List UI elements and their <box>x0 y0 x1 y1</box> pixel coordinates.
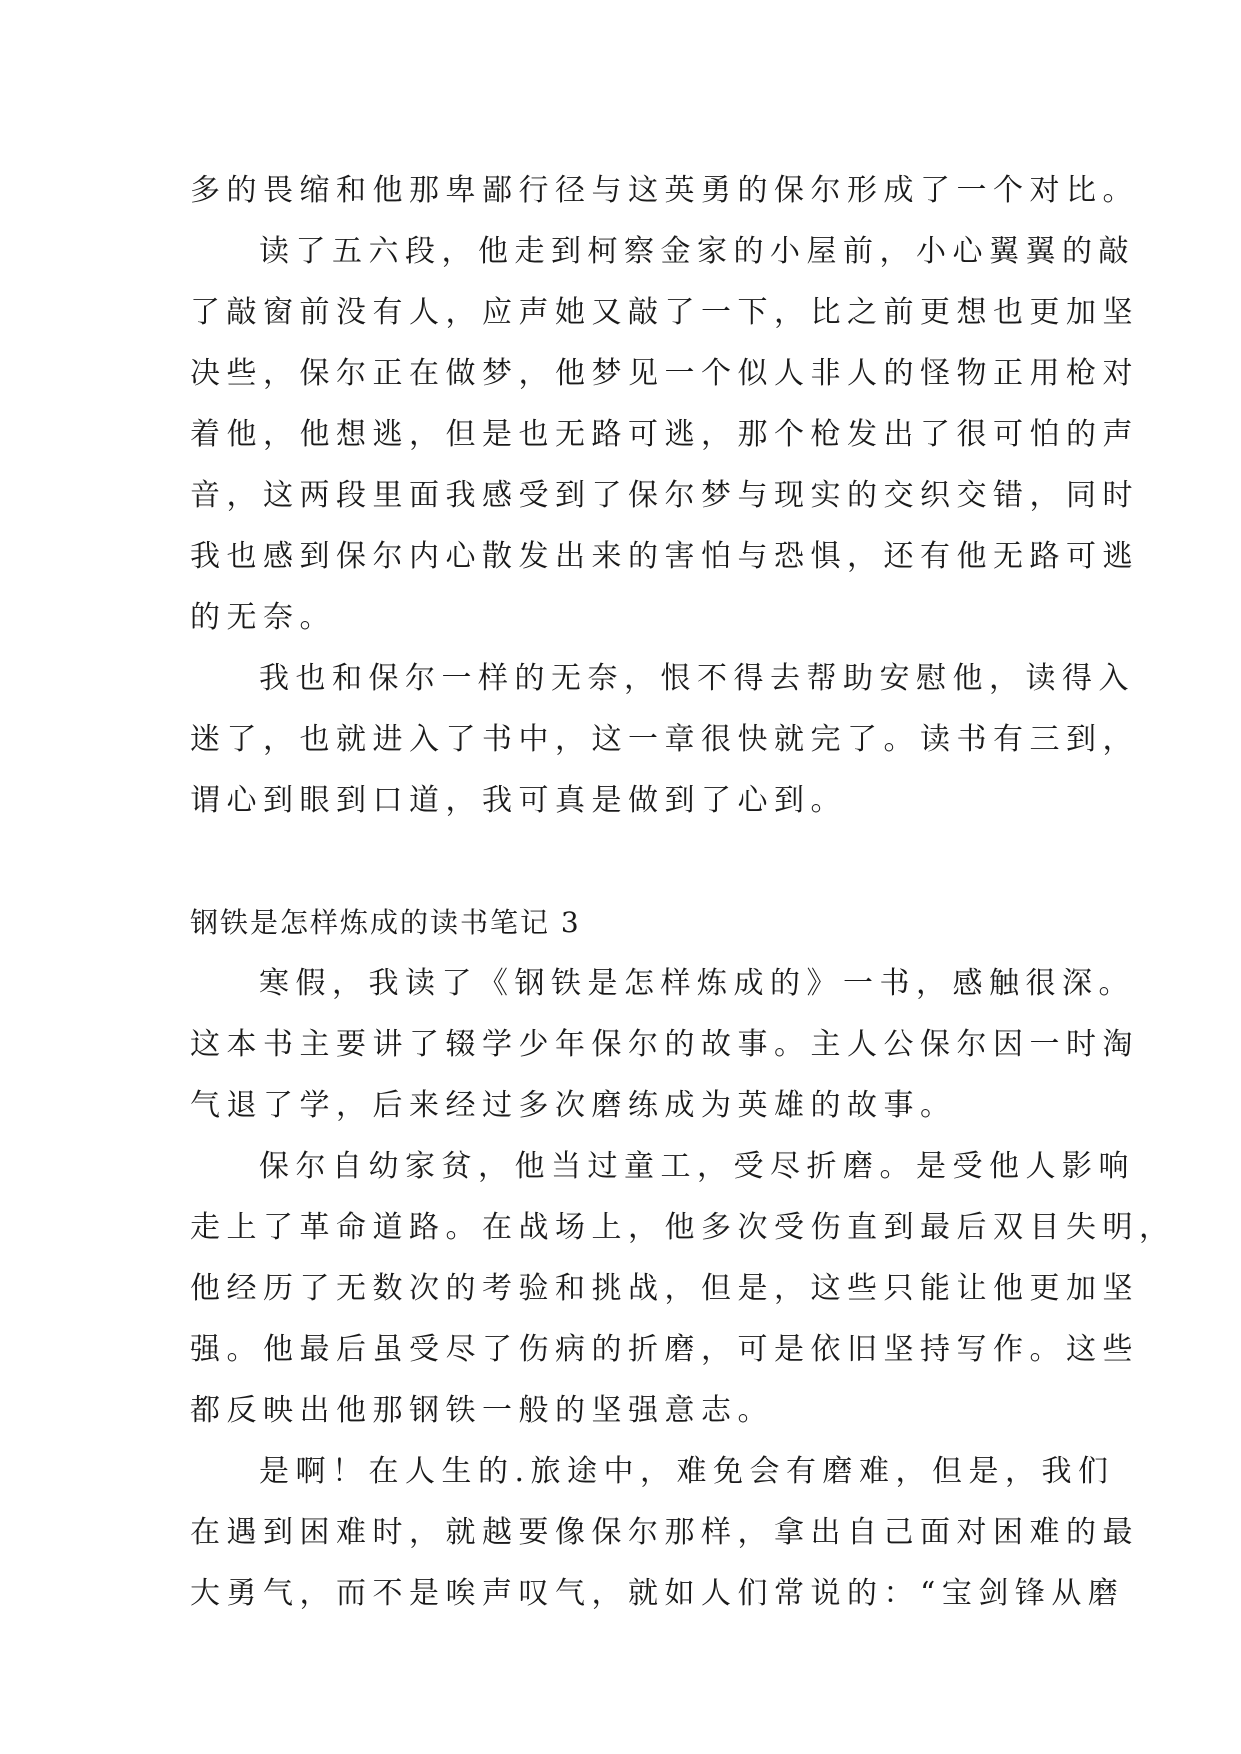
text-line: 他经历了无数次的考验和挑战，但是，这些只能让他更加坚 <box>190 1271 1139 1306</box>
text-line: 谓心到眼到口道，我可真是做到了心到。 <box>190 783 847 818</box>
text-line: 大勇气，而不是唉声叹气，就如人们常说的：“宝剑锋从磨 <box>190 1576 1125 1611</box>
paragraph-gap <box>190 831 1070 892</box>
text-line: 都反映出他那钢铁一般的坚强意志。 <box>190 1393 774 1428</box>
text-line: 气退了学，后来经过多次磨练成为英雄的故事。 <box>190 1088 957 1123</box>
text-line: 走上了革命道路。在战场上，他多次受伤直到最后双目失明， <box>190 1210 1176 1245</box>
text-line: 强。他最后虽受尽了伤病的折磨，可是依旧坚持写作。这些 <box>190 1332 1139 1367</box>
text-line: 的无奈。 <box>190 600 336 635</box>
text-line: 我也感到保尔内心散发出来的害怕与恐惧，还有他无路可逃 <box>190 539 1139 574</box>
text-line: 这本书主要讲了辍学少年保尔的故事。主人公保尔因一时淘 <box>190 1027 1139 1062</box>
text-line: 是啊！在人生的.旅途中，难免会有磨难，但是，我们 <box>259 1454 1115 1489</box>
text-line: 迷了，也就进入了书中，这一章很快就完了。读书有三到， <box>190 722 1139 757</box>
text-line: 保尔自幼家贫，他当过童工，受尽折磨。是受他人影响 <box>259 1149 1135 1184</box>
text-line: 读了五六段，他走到柯察金家的小屋前，小心翼翼的敲 <box>259 234 1135 269</box>
text-line: 我也和保尔一样的无奈，恨不得去帮助安慰他，读得入 <box>259 661 1135 696</box>
text-line: 决些，保尔正在做梦，他梦见一个似人非人的怪物正用枪对 <box>190 356 1139 391</box>
text-line: 寒假，我读了《钢铁是怎样炼成的》一书，感触很深。 <box>259 966 1135 1001</box>
section-heading: 钢铁是怎样炼成的读书笔记 3 <box>190 906 581 939</box>
text-line: 在遇到困难时，就越要像保尔那样，拿出自己面对困难的最 <box>190 1515 1139 1550</box>
text-line: 音，这两段里面我感受到了保尔梦与现实的交织交错，同时 <box>190 478 1139 513</box>
text-line: 了敲窗前没有人，应声她又敲了一下，比之前更想也更加坚 <box>190 295 1139 330</box>
document-page <box>190 160 1176 1624</box>
text-line: 多的畏缩和他那卑鄙行径与这英勇的保尔形成了一个对比。 <box>190 173 1139 208</box>
text-line: 着他，他想逃，但是也无路可逃，那个枪发出了很可怕的声 <box>190 417 1139 452</box>
